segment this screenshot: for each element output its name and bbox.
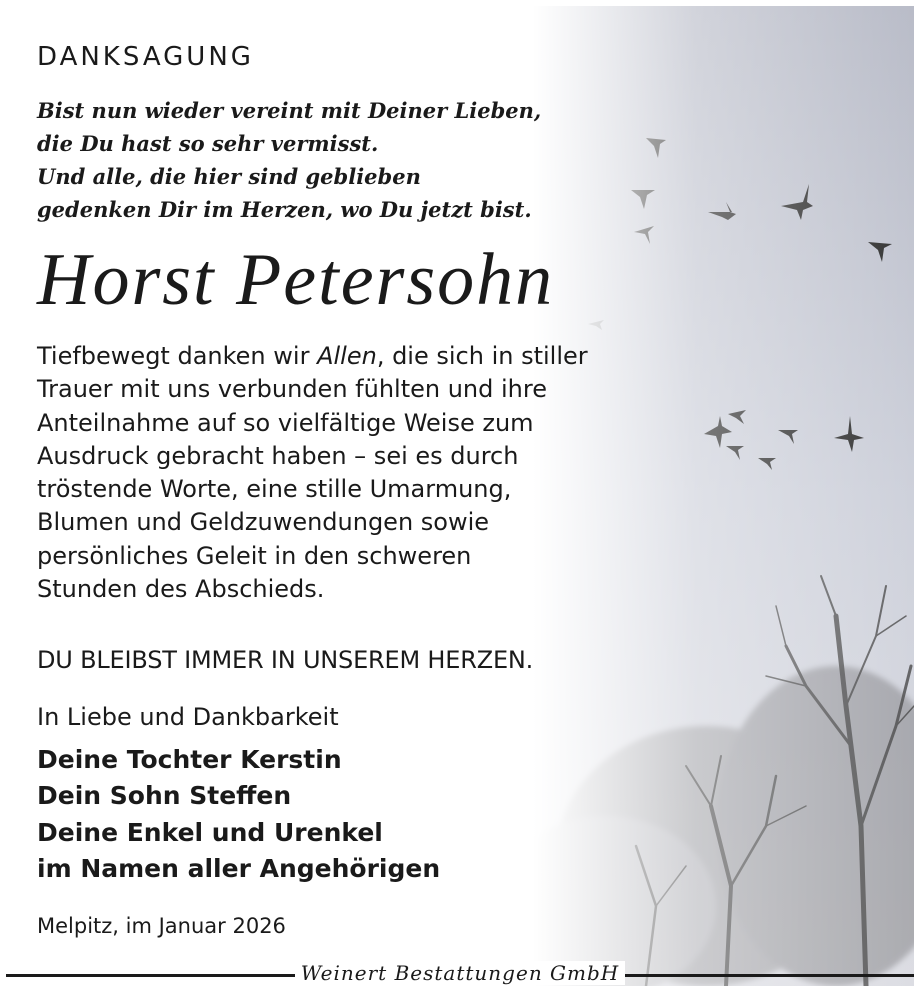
funeral-home-signature [6,961,914,985]
thanks-line: tröstende Worte, eine stille Umarmung, [37,475,512,504]
thanks-emphasis: Allen [317,342,377,370]
poem-line: die Du hast so sehr vermisst. [37,131,379,156]
funeral-home-name: Weinert Bestattungen GmbH [295,961,626,985]
thanks-line: persönliches Geleit in den schweren [37,541,472,570]
closing-phrase: In Liebe und Dankbarkeit [37,703,339,731]
motto: DU BLEIBST IMMER IN UNSEREM HERZEN. [37,646,534,674]
poem [37,94,541,226]
poem-line: Und alle, die hier sind geblieben [37,164,421,189]
family-member: im Namen aller Angehörigen [37,853,441,883]
family-member: Dein Sohn Steffen [37,781,292,811]
thanks-text: Tiefbewegt danken wir [37,342,318,370]
thanks-text: , die sich in stiller [376,342,588,370]
thanks-line: Ausdruck gebracht haben – sei es durch [37,441,519,470]
thanks-line: Trauer mit uns verbunden fühlten und ihre [37,375,547,404]
family-signatures [37,742,440,887]
thanks-line: Blumen und Geldzuwendungen sowie [37,508,490,537]
thanks-line: Stunden des Abschieds. [37,575,325,604]
thanks-paragraph [37,340,677,606]
family-member: Deine Enkel und Urenkel [37,817,383,847]
heading: DANKSAGUNG [37,42,254,72]
obituary-card [6,6,914,986]
poem-line: Bist nun wieder vereint mit Deiner Lieben, [37,98,542,123]
place-and-date: Melpitz, im Januar 2026 [37,914,286,938]
thanks-line: Anteilnahme auf so vielfältige Weise zum [37,408,534,437]
poem-line: gedenken Dir im Herzen, wo Du jetzt bist. [37,197,532,222]
deceased-name: Horst Petersohn [37,239,555,321]
family-member: Deine Tochter Kerstin [37,745,342,774]
footer [6,962,914,986]
